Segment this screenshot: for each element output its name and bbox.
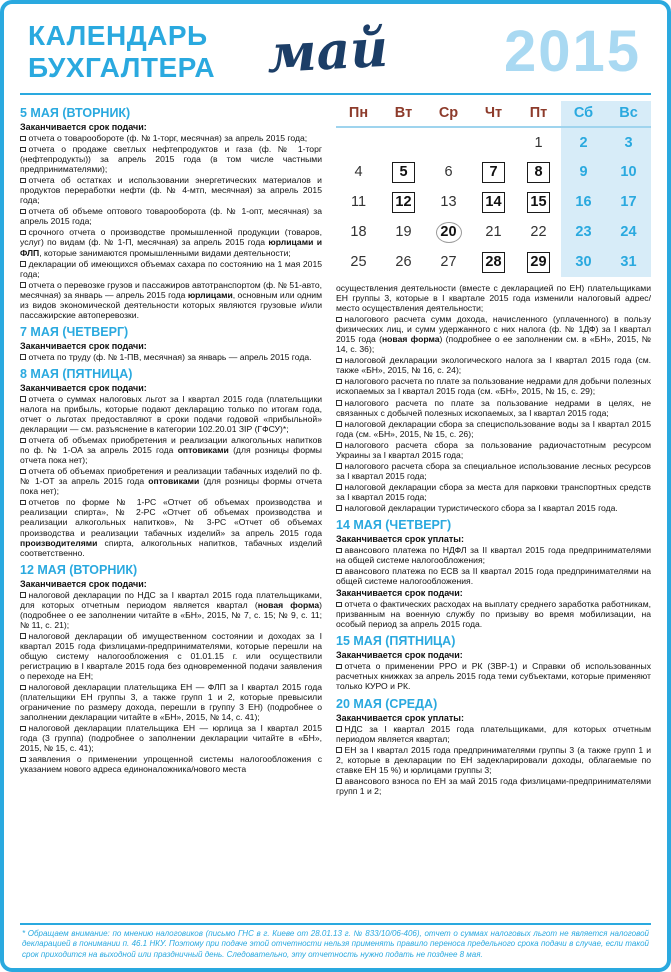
calendar-day-19: 19: [395, 224, 412, 240]
date-heading: 14 МАЯ (ЧЕТВЕРГ): [336, 518, 452, 533]
checklist-item: [336, 355, 651, 375]
checkbox-icon: [336, 664, 342, 670]
day-header-5: Пт: [516, 101, 561, 127]
checklist-item: [336, 419, 651, 439]
checklist-item: [20, 133, 322, 143]
checkbox-icon: [336, 358, 342, 364]
item-text: отчета о фактических расходах на выплату среднего заработка работникам, призванным на военную службу по призыву во время мобилизации, на особый период за апрель 2015 года.: [336, 599, 651, 630]
month-name: май: [265, 17, 390, 86]
checklist-item: [336, 314, 651, 354]
checkbox-icon: [20, 396, 26, 402]
checklist-item: [20, 175, 322, 205]
content-area: [20, 95, 651, 919]
calendar-day-16: 16: [561, 187, 606, 217]
item-text: авансового взноса по ЕН за май 2015 года физлицами-предпринимателями групп 1 и 2;: [336, 775, 651, 796]
page-title-line1: КАЛЕНДАРЬ: [28, 20, 208, 52]
checklist-item: [20, 682, 322, 722]
deadline-day-box: 29: [527, 252, 550, 273]
checkbox-icon: [20, 209, 26, 215]
calendar-week-row: [336, 157, 651, 187]
calendar-day-4: 4: [354, 164, 363, 180]
calendar-day-23: 23: [561, 217, 606, 247]
checkbox-icon: [336, 463, 342, 469]
checkbox-icon: [336, 778, 342, 784]
calendar-week-row: [336, 247, 651, 277]
checklist-item: [336, 599, 651, 629]
deadline-subheading: Заканчивается срок подачи:: [336, 650, 463, 661]
checklist-item: [20, 227, 322, 257]
item-text: декларации об имеющихся объемах сахара по состоянию на 1 мая 2015 года;: [20, 258, 322, 279]
calendar-day-empty: [381, 127, 426, 157]
checklist-item: [336, 724, 651, 744]
checkbox-icon: [20, 230, 26, 236]
item-text: ЕН за I квартал 2015 года предпринимателями группы 3 (а также групп 1 и 2, которые в декларации по ЕН задекларировали доходы, облагаемые по ставке ЕН 15 %) и юрлицами группы 3;: [336, 744, 651, 775]
checkbox-icon: [336, 569, 342, 575]
item-text: налоговой декларации об имущественном состоянии и доходах за I квартал 2015 года физлицами-предпринимателями, которые перешли на общую систему налогообложения с 01.01.15 г. или осуществили регистрацию в I квартале 2015 года без одновременной подачи заявления о переходе на ЕН;: [20, 630, 322, 682]
deadline-subheading: Заканчивается срок подачи:: [336, 588, 463, 599]
calendar-day-8: [516, 157, 561, 187]
page-title: [28, 20, 215, 83]
calendar-day-26: 26: [395, 254, 412, 270]
deadline-day-box: 15: [527, 192, 550, 213]
day-header-2: Вт: [381, 101, 426, 127]
calendar-day-empty: [336, 127, 381, 157]
checklist-item: [336, 398, 651, 418]
calendar-day-7: [471, 157, 516, 187]
checkbox-icon: [20, 354, 26, 360]
calendar-day-20: [426, 217, 471, 247]
calendar-table: [336, 101, 651, 277]
calendar-day-27: 27: [440, 254, 457, 270]
checklist-item: [336, 461, 651, 481]
calendar-header-row: [336, 101, 651, 127]
deadline-day-box: 8: [527, 162, 550, 183]
deadline-day-box: 14: [482, 192, 505, 213]
calendar-body: [336, 127, 651, 277]
checkbox-icon: [20, 261, 26, 267]
payment-day-circle: 20: [436, 222, 462, 243]
right-column: [336, 101, 651, 919]
date-heading: 12 МАЯ (ВТОРНИК): [20, 562, 138, 577]
deadline-day-box: 7: [482, 162, 505, 183]
checkbox-icon: [20, 592, 26, 598]
item-text: отчета об объемах приобретения и реализации табачных изделий по ф. № 1-ОТ за апрель 2015 года оптовиками (для розницы формы отчета пока нет);: [20, 466, 322, 497]
item-text: отчетов по форме № 1-РС «Отчет об объемах производства и реализации спирта», № 2-РС «Отчет об объемах производства и реализации алкогольных напитков», № 3-РС «Отчет об объемах производства и реализации табачных изделий» за апрель 2015 года производителями спирта, алкогольных напитков, табачных изделий соответственно.: [20, 497, 322, 558]
deadline-subheading: Заканчивается срок подачи:: [20, 340, 147, 351]
checklist-item: [20, 631, 322, 681]
checklist-item: [20, 352, 322, 362]
calendar-day-12: [381, 187, 426, 217]
item-text: налогового расчета сбора за специальное использование лесных ресурсов за I квартал 2015 года;: [336, 460, 651, 481]
deadline-subheading: Заканчивается срок подачи:: [20, 122, 147, 132]
checkbox-icon: [336, 548, 342, 554]
checkbox-icon: [20, 147, 26, 153]
checkbox-icon: [336, 747, 342, 753]
checkbox-icon: [336, 505, 342, 511]
checklist-item: [20, 497, 322, 557]
checkbox-icon: [336, 726, 342, 732]
calendar-day-1: 1: [534, 134, 543, 151]
checklist-item: [336, 661, 651, 691]
checklist-item: [20, 144, 322, 174]
checkbox-icon: [20, 136, 26, 142]
calendar-day-30: 30: [561, 247, 606, 277]
year-label: 2015: [503, 19, 641, 84]
left-column: [20, 101, 322, 919]
checkbox-icon: [336, 421, 342, 427]
checkbox-icon: [20, 757, 26, 763]
checklist-item: [20, 723, 322, 753]
checkbox-icon: [20, 685, 26, 691]
page-title-line2: БУХГАЛТЕРА: [28, 51, 216, 83]
checklist-item: [336, 745, 651, 775]
deadline-subheading: Заканчивается срок уплаты:: [336, 712, 464, 723]
calendar-day-9: 9: [561, 157, 606, 187]
checklist-item: [336, 566, 651, 586]
checkbox-icon: [20, 178, 26, 184]
deadline-day-box: 12: [392, 192, 415, 213]
day-header-7: Вс: [606, 101, 651, 127]
calendar-day-21: 21: [485, 224, 502, 240]
calendar-day-3: 3: [606, 127, 651, 157]
checklist-item: [20, 435, 322, 465]
calendar-day-2: 2: [561, 127, 606, 157]
deadline-subheading: Заканчивается срок уплаты:: [336, 534, 464, 545]
item-text: авансового платежа по ЕСВ за II квартал 2015 года предпринимателями на общей системе налогообложения.: [336, 566, 651, 587]
item-text: налогового расчета по плате за пользование недрами в целях, не связанных с добычей полезных ископаемых, за I квартал 2015 года;: [336, 397, 651, 418]
item-text: налоговой декларации сбора за специспользование воды за I квартал 2015 года (см. «БН», 2015, № 15, с. 26);: [336, 418, 651, 439]
item-text: срочного отчета о производстве промышленной продукции (товаров, услуг) по видам (ф. № 1-П, месячная) за апрель 2015 года юрлицами и ФЛП, которые занимаются промышленными видами деятельности;: [20, 227, 322, 258]
checklist-item: [336, 376, 651, 396]
calendar-day-29: [516, 247, 561, 277]
date-heading: 5 МАЯ (ВТОРНИК): [20, 106, 131, 120]
checkbox-icon: [336, 442, 342, 448]
checklist-item: [20, 259, 322, 279]
checklist-item: [336, 440, 651, 460]
item-text: отчета об объеме оптового товарооборота (ф. № 1-опт, месячная) за апрель 2015 года;: [20, 206, 322, 227]
item-text: отчета по труду (ф. № 1-ПВ, месячная) за январь — апрель 2015 года.: [28, 351, 312, 362]
checklist-item: [336, 482, 651, 502]
day-header-6: Сб: [561, 101, 606, 127]
item-text: налоговой декларации плательщика ЕН — ФЛП за I квартал 2015 года (плательщики ЕН группы 3, а также групп 1 и 2, которые превысили ограничение по размеру дохода, перешли в группу 3 ЕН) (подробнее о заполнении декларации читайте в «БН», 2015, № 14, с. 41);: [20, 682, 322, 723]
checklist-item: [20, 206, 322, 226]
calendar-day-25: 25: [350, 254, 367, 270]
calendar-day-11: 11: [350, 194, 367, 210]
day-header-1: Пн: [336, 101, 381, 127]
item-text: налогового расчета по плате за пользование недрами для добычи полезных ископаемых за I квартал 2015 года (см. «БН», 2015, № 15, с. 29);: [336, 376, 651, 397]
calendar-day-5: [381, 157, 426, 187]
day-header-4: Чт: [471, 101, 516, 127]
continuation-text: осуществления деятельности (вместе с декларацией по ЕН) плательщиками ЕН группы 3, которые в I квартале 2015 года изменили налоговый адрес/место осуществления деятельности;: [336, 283, 651, 314]
item-text: налогового расчета сбора за пользование радиочастотным ресурсом Украины за I квартал 2015 года;: [336, 439, 651, 460]
item-text: отчета о продаже светлых нефтепродуктов и газа (ф. № 1-торг (нефтепродукты)) за апрель 2015 года (в том числе частными предпринимателями);: [20, 144, 322, 175]
checkbox-icon: [336, 317, 342, 323]
checkbox-icon: [20, 469, 26, 475]
deadline-subheading: Заканчивается срок подачи:: [20, 578, 147, 589]
item-text: отчета об объемах приобретения и реализации алкогольных напитков по ф. № 1-ОА за апрель 2015 года оптовиками (для розницы формы отчета пока нет);: [20, 435, 322, 466]
date-heading: 8 МАЯ (ПЯТНИЦА): [20, 366, 133, 381]
item-text: отчета о перевозке грузов и пассажиров автотранспортом (ф. № 51-авто, месячная) за январь — апрель 2015 года юрлицами, основным или одним из видов экономической деятельности которых являются грузовые и/или пассажирские автоперевозки.: [20, 279, 322, 320]
page-header: [20, 14, 651, 95]
calendar-week-row: [336, 187, 651, 217]
calendar-week-row: [336, 217, 651, 247]
calendar-day-28: [471, 247, 516, 277]
deadline-day-box: 5: [392, 162, 415, 183]
checkbox-icon: [20, 438, 26, 444]
item-text: налоговой декларации плательщика ЕН — юрлица за I квартал 2015 года (3 группа) (подробнее о заполнении декларации читайте в «БН», 2015, № 15, с. 41);: [20, 723, 322, 754]
calendar-day-17: 17: [606, 187, 651, 217]
item-text: отчета о суммах налоговых льгот за I квартал 2015 года (плательщики налога на прибыль, которые подают декларацию только по итогам года, отчет о льготах предоставляют в сроки подачи годовой «прибыльной» декларации — см. разъяснение в категории 102.20.01 ЗІР (ГФСУ)*;: [20, 393, 322, 435]
calendar-day-15: [516, 187, 561, 217]
calendar-day-24: 24: [606, 217, 651, 247]
checkbox-icon: [336, 602, 342, 608]
calendar-day-6: 6: [444, 164, 453, 180]
checkbox-icon: [20, 633, 26, 639]
calendar-day-13: 13: [440, 194, 457, 210]
checklist-item: [336, 776, 651, 796]
calendar-day-10: 10: [606, 157, 651, 187]
item-text: налогового расчета сумм дохода, начисленного (уплаченного) в пользу физических лиц, и сумм удержанного с них налога (ф. № 1ДФ) за I квартал 2015 года (новая форма) (подробнее о ее заполнении см. в «БН», 2015, № 14, с. 36);: [336, 314, 651, 355]
item-text: налоговой декларации по НДС за I квартал 2015 года плательщиками, для которых отчетным периодом является квартал (новая форма) (подробнее о ее заполнении читайте в «БН», 2015, № 7, с. 15; № 9, с. 11; № 11, с. 21);: [20, 589, 322, 630]
calendar-day-18: 18: [350, 224, 367, 240]
date-heading: 7 МАЯ (ЧЕТВЕРГ): [20, 324, 129, 339]
item-text: налоговой декларации сбора за места для парковки транспортных средств за I квартал 2015 года;: [336, 481, 651, 502]
day-header-3: Ср: [426, 101, 471, 127]
deadline-subheading: Заканчивается срок подачи:: [20, 382, 147, 393]
checkbox-icon: [20, 726, 26, 732]
item-text: отчета об остатках и использовании энергетических материалов и продуктов переработки нефти (ф. № 4-мтп, месячная) за апрель 2015 года;: [20, 175, 322, 206]
calendar-day-empty: [426, 127, 471, 157]
checkbox-icon: [20, 500, 26, 506]
item-text: заявления о применении упрощенной системы налогообложения с указанием нового адреса единоналожника/нового места: [20, 754, 322, 775]
date-heading: 20 МАЯ (СРЕДА): [336, 696, 438, 711]
item-text: отчета о применении РРО и РК (ЗВР-1) и Справки об использованных расчетных книжках за апрель 2015 года теми субъектами, которые применяют только КУРО и РК.: [336, 661, 651, 692]
checklist-item: [336, 545, 651, 565]
calendar-week-row: [336, 127, 651, 157]
calendar-day-14: [471, 187, 516, 217]
footnote: * Обращаем внимание: по мнению налоговиков (письмо ГНС в г. Киеве от 28.01.13 г. № 833/10/06-406), отчет о суммах налоговых льгот не является налоговой декларацией в понимании п. 46.1 НКУ. Поэтому при подаче этой отчетности нельзя применять правило переноса предельного срока подачи в случае, если такой срок приходится на выходной или праздничный день. Следовательно, эту отчетность нужно подать не позднее 8 мая.: [20, 923, 651, 960]
checkbox-icon: [20, 282, 26, 288]
checklist-item: [20, 280, 322, 320]
checkbox-icon: [336, 379, 342, 385]
checklist-item: [20, 590, 322, 630]
date-heading: 15 МАЯ (ПЯТНИЦА): [336, 634, 456, 649]
checklist-item: [20, 754, 322, 774]
item-text: налоговой декларации экологического налога за I квартал 2015 года (см. также «БН», 2015, № 16, с. 24);: [336, 355, 651, 376]
checklist-item: [20, 466, 322, 496]
checklist-item: [336, 503, 651, 513]
deadline-day-box: 28: [482, 252, 505, 273]
item-text: авансового платежа по НДФЛ за II квартал 2015 года предпринимателями на общей системе налогообложения;: [336, 545, 651, 566]
calendar-day-empty: [471, 127, 516, 157]
checklist-item: [20, 394, 322, 434]
item-text: НДС за I квартал 2015 года плательщиками, для которых отчетным периодом является квартал;: [336, 723, 651, 744]
checkbox-icon: [336, 484, 342, 490]
calendar-day-22: 22: [530, 224, 547, 240]
checkbox-icon: [336, 400, 342, 406]
item-text: отчета о товарообороте (ф. № 1-торг, месячная) за апрель 2015 года;: [28, 133, 308, 143]
calendar-day-31: 31: [606, 247, 651, 277]
item-text: налоговой декларации туристического сбора за I квартал 2015 года.: [344, 502, 618, 513]
